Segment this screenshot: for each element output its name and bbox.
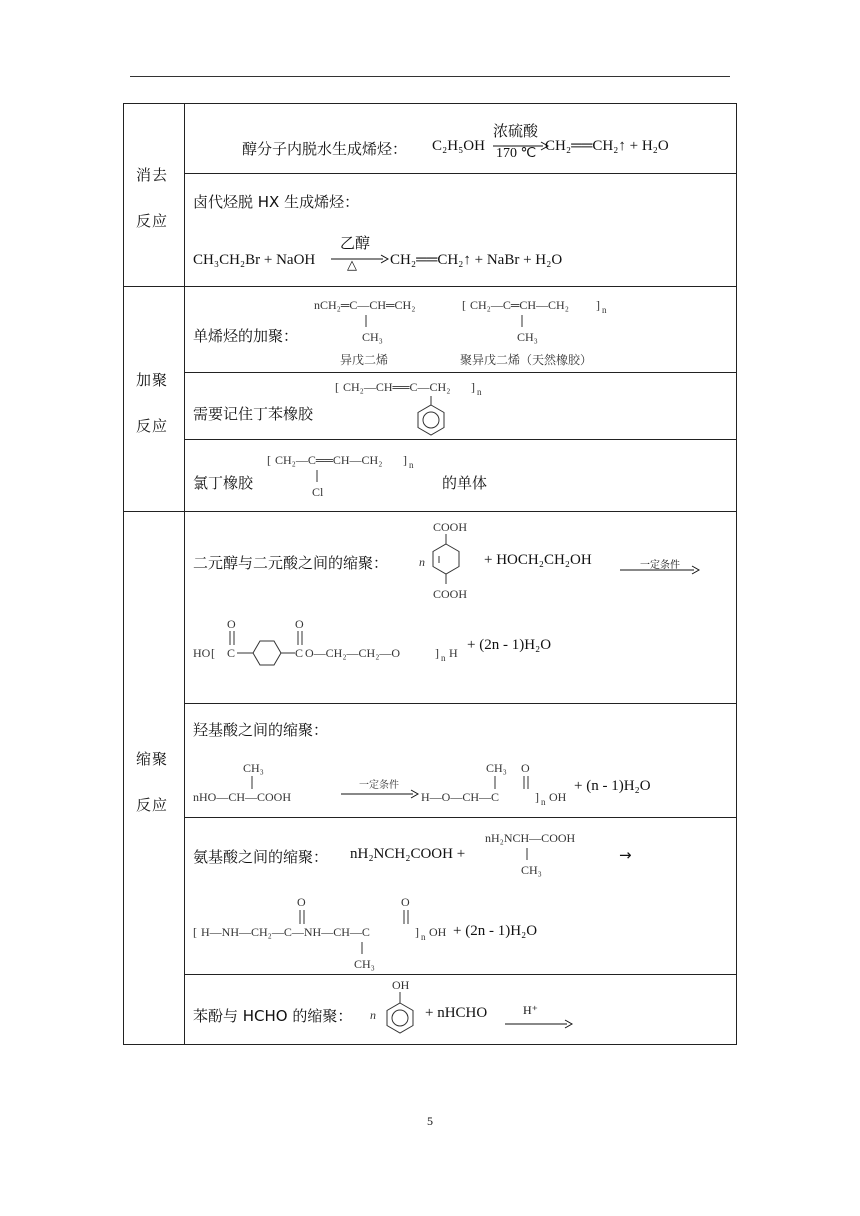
benzene-ring — [253, 641, 281, 665]
row-label: 需要记住丁苯橡胶 — [193, 405, 314, 423]
methyl-branch: CH₃ — [517, 330, 538, 344]
alanine-structure — [485, 824, 635, 884]
row-monoene-polymerization — [184, 286, 737, 373]
row-label: 羟基酸之间的缩聚： — [193, 721, 329, 739]
row-phenol-formaldehyde — [184, 974, 737, 1045]
bracket-left: [ — [335, 380, 339, 394]
row-label: 苯酚与 HCHO 的缩聚： — [193, 1007, 353, 1025]
category-label-1: 消去 — [136, 166, 169, 184]
reaction-table — [123, 103, 737, 1045]
row-label: 单烯烃的加聚： — [193, 327, 299, 345]
page-number: 5 — [427, 1114, 433, 1128]
methyl-branch: CH₃ — [521, 863, 542, 877]
bracket-left: [ — [267, 453, 271, 467]
polymer-formula: H—O—CH—C — [421, 790, 500, 804]
isoprene-monomer-formula: nCH₂═C—CH═CH₂ — [314, 298, 416, 312]
catalyst-label: 乙醇 — [340, 234, 371, 252]
isoprene-structures — [310, 291, 730, 371]
carbonyl-c1: C — [227, 646, 236, 660]
header-rule — [130, 76, 730, 77]
end-h: H — [449, 646, 458, 660]
row-chloroprene — [184, 439, 737, 512]
row-label: 卤代烃脱 HX 生成烯烃： — [193, 193, 360, 211]
bracket-right: ] — [471, 380, 475, 394]
hydroxyl-oh: OH — [392, 978, 410, 992]
sbr-formula: CH₂—CH══C—CH₂ — [343, 380, 451, 394]
benzene-ring — [433, 544, 459, 574]
end-oh: OH — [549, 790, 567, 804]
reaction-arrow — [331, 254, 389, 264]
polyester-structure — [191, 612, 491, 672]
condition-label: 一定条件 — [640, 560, 680, 571]
methyl-branch: CH₃ — [354, 957, 375, 971]
repeat-n: n — [602, 305, 607, 315]
row-alcohol-dehydration — [184, 103, 737, 174]
repeat-n: n — [477, 387, 482, 397]
row-hydroxy-acid — [184, 703, 737, 818]
benzene-ring — [387, 1003, 413, 1033]
carbonyl-o1: O — [297, 895, 306, 909]
carbonyl-o2: O — [295, 617, 304, 631]
chloroprene-structure — [267, 448, 437, 508]
reaction-arrow — [493, 141, 549, 151]
repeat-n: n — [421, 932, 426, 942]
methyl-branch: CH₃ — [486, 761, 507, 775]
carbonyl-c2: C — [295, 646, 304, 660]
products: CH₂══CH₂↑ + NaBr + H₂O — [390, 252, 563, 268]
cooh-bottom: COOH — [433, 587, 468, 601]
row-label: 氯丁橡胶 — [193, 474, 254, 492]
catalyst-label: H⁺ — [523, 1003, 538, 1017]
coefficient-n: n — [370, 1008, 376, 1022]
condition-label: 一定条件 — [359, 780, 399, 791]
carbonyl-o1: O — [227, 617, 236, 631]
category-cell-addition — [123, 286, 185, 512]
byproduct: + (n - 1)H₂O — [574, 778, 651, 794]
amino-byproduct: + (2n - 1)H₂O — [453, 923, 538, 939]
reactant1: nH₂NCH₂COOH + — [350, 846, 466, 862]
byproduct: + (2n - 1)H₂O — [467, 637, 552, 653]
row-label: 氨基酸之间的缩聚： — [193, 848, 329, 866]
benzene-ring — [418, 405, 444, 435]
bracket-left: [ — [193, 925, 197, 939]
category-label-2: 反应 — [136, 212, 169, 230]
polymer-left: HO — [193, 646, 211, 660]
repeat-n: n — [541, 797, 546, 807]
polymer-formula: H—NH—CH₂—C—NH—CH—C — [201, 925, 370, 939]
row-label: 醇分子内脱水生成烯烃： — [242, 140, 408, 158]
category-label-2: 反应 — [136, 417, 169, 435]
coefficient-n: n — [419, 555, 425, 569]
bracket-right: ] — [435, 646, 439, 660]
polyisoprene-formula: CH₂—C═CH—CH₂ — [470, 298, 569, 312]
formaldehyde-reactant: + nHCHO — [425, 1005, 488, 1021]
row-amino-acid — [184, 817, 737, 975]
row-sbr — [184, 372, 737, 440]
row-halide-elimination — [184, 173, 737, 287]
end-oh: OH — [429, 925, 447, 939]
catalyst-label: 浓硫酸 — [493, 122, 539, 140]
carbonyl-o2: O — [401, 895, 410, 909]
reactant2-formula: nH₂NCH—COOH — [485, 831, 576, 845]
methyl-branch: CH₃ — [362, 330, 383, 344]
bracket-right: ] — [415, 925, 419, 939]
chlorine-branch: Cl — [312, 485, 324, 499]
bracket-left: [ — [211, 646, 215, 660]
bracket-right: ] — [535, 790, 539, 804]
row-diol-diacid — [184, 511, 737, 704]
hydroxy-acid-structures — [191, 754, 591, 814]
reaction-arrow — [505, 1019, 573, 1029]
category-label-2: 反应 — [136, 796, 169, 814]
repeat-n: n — [441, 653, 446, 663]
polypeptide-structure — [191, 892, 471, 974]
chloroprene-formula: CH₂—C══CH—CH₂ — [275, 453, 383, 467]
reactant-formula: nHO—CH—COOH — [193, 790, 292, 804]
monomer-name: 异戊二烯 — [340, 353, 389, 367]
condition-label: 170 ℃ — [496, 146, 537, 161]
category-cell-condensation — [123, 511, 185, 1045]
row-label: 二元醇与二元酸之间的缩聚： — [193, 554, 389, 572]
methyl-branch: CH₃ — [243, 761, 264, 775]
bracket-right: ] — [596, 298, 600, 312]
category-label-1: 缩聚 — [136, 750, 169, 768]
bracket-right: ] — [403, 453, 407, 467]
reaction-arrow: → — [619, 846, 632, 864]
diol-reactant: + HOCH₂CH₂OH — [484, 552, 592, 568]
reactant: C₂H₅OH — [432, 138, 485, 154]
category-label-1: 加聚 — [136, 371, 169, 389]
polymer-name: 聚异戊二烯（天然橡胶） — [460, 353, 593, 367]
phenol-structure — [370, 977, 420, 1043]
repeat-n: n — [409, 460, 414, 470]
product: CH₂══CH₂↑ + H₂O — [545, 138, 669, 154]
heat-symbol: △ — [347, 258, 357, 273]
category-cell-elimination — [123, 103, 185, 287]
reactants: CH₃CH₂Br + NaOH — [193, 252, 316, 268]
carbonyl-o: O — [521, 761, 530, 775]
cooh-top: COOH — [433, 520, 468, 534]
polymer-right: O—CH₂—CH₂—O — [305, 646, 401, 660]
row-suffix: 的单体 — [442, 474, 488, 492]
bracket-left: [ — [462, 298, 466, 312]
sbr-structure — [335, 375, 535, 441]
reaction-arrow — [620, 565, 700, 575]
terephthalic-acid-structure — [419, 518, 489, 608]
